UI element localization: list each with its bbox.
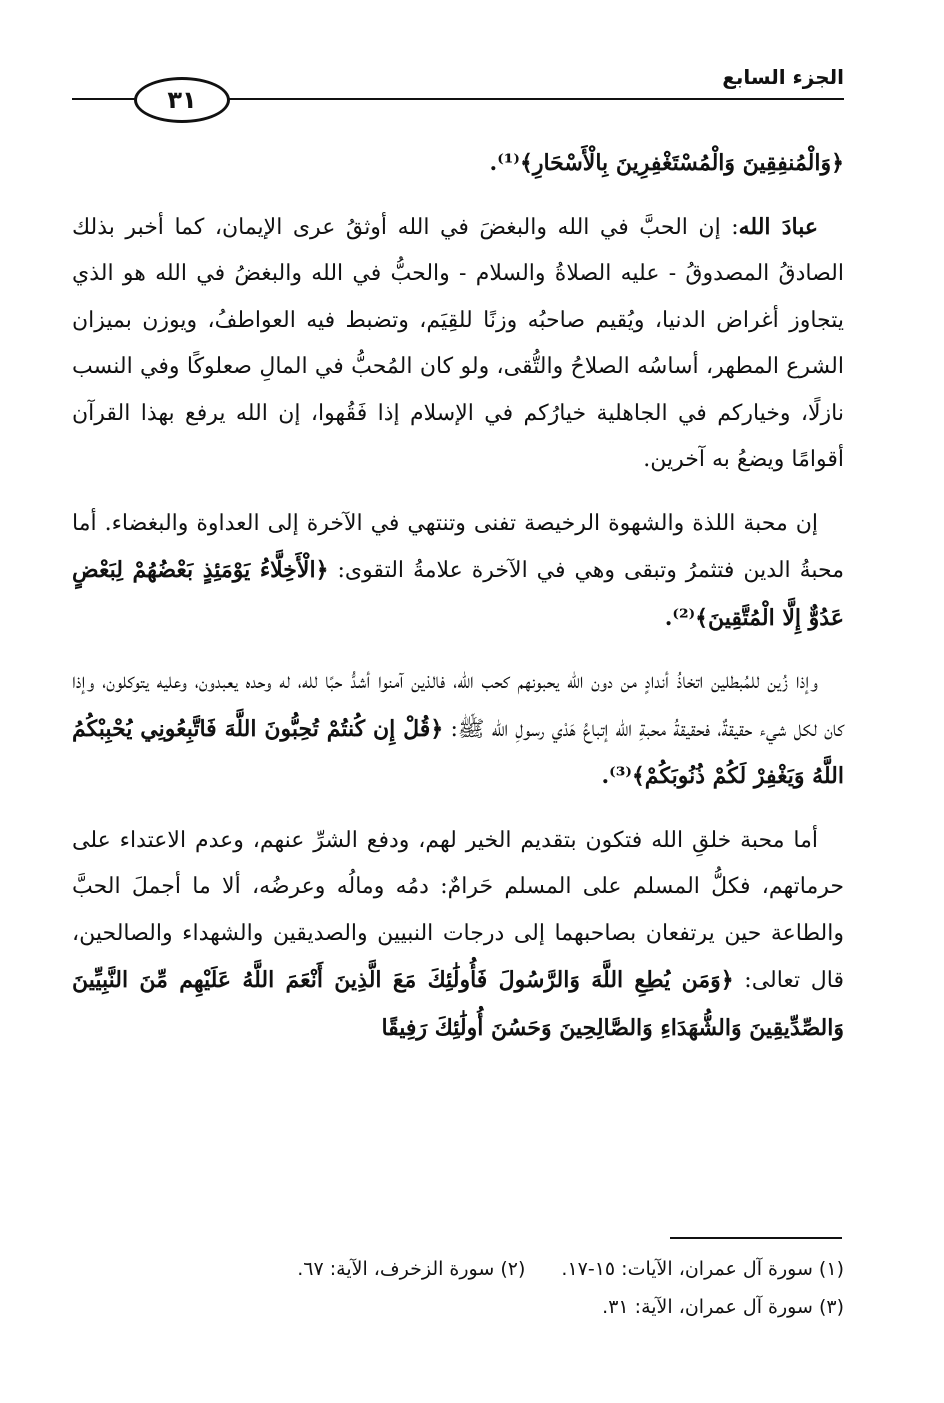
- paragraph-4: [72, 818, 844, 1053]
- paragraph-lead: عبادَ الله: [738, 213, 818, 240]
- paragraph-text: : إن الحبَّ في الله والبغضَ في الله أوثقُ عرى الإيمان، كما أخبر بذلك الصادقُ المصدوقُ - عليه الصلاةُ والسلام - والحبُّ في الله والبغضُ في الله هو الذي يتجاوز أغراض الدنيا، ويُقيم صاحبُه وزنًا للقِيَم، وتضبط فيه العواطفُ، ويوزن بميزان الشرع المطهر، أساسُه الصلاحُ والتُّقى، ولو كان المُحبُّ في المالِ صعلوكًا وفي النسب نازلًا، وخياركم في الجاهلية خيارُكم في الإسلام إذا فَقُهوا، إن الله يرفع بهذا القرآن أقوامًا ويضعُ به آخرين.: [72, 214, 844, 472]
- footnote-3: (٣) سورة آل عمران، الآية: ٣١.: [602, 1296, 844, 1318]
- quran-verse: ﴿وَمَن يُطِعِ اللَّهَ وَالرَّسُولَ فَأُولَٰئِكَ مَعَ الَّذِينَ أَنْعَمَ اللَّهُ عَلَيْهِم مِّنَ النَّبِيِّينَ وَالصِّدِّيقِينَ وَالشُّهَدَاءِ وَالصَّالِحِينَ وَحَسُنَ أُولَٰئِكَ رَفِيقًا: [72, 967, 844, 1041]
- paragraph-3: [72, 659, 844, 801]
- paragraph-text: وإذا زُين للمُبطلين اتخاذُ أندادٍ من دون الله يحبونهم كحب الله، فالذين آمنوا أشدُّ حبًا لله، له وحده يعبدون، وعليه يتوكلون، وإذا كان لكل شيء حقيقةٌ، فحقيقةُ محبةِ الله إتباعُ هَدْي رسولِ الله ﷺ:: [72, 669, 844, 742]
- footnote-separator: [670, 1237, 842, 1239]
- section-title: الجزء السابع: [722, 65, 844, 89]
- paragraph-text: إن محبة اللذة والشهوة الرخيصة تفنى وتنتهي في الآخرة إلى العداوة والبغضاء. أما محبةُ الدين فتثمرُ وتبقى وهي في الآخرة علامةُ التقوى:: [72, 510, 845, 583]
- footnote-1: (١) سورة آل عمران، الآيات: ١٥-١٧.: [561, 1258, 844, 1280]
- quran-verse: ﴿قُلْ إِن كُنتُمْ تُحِبُّونَ اللَّهَ فَاتَّبِعُونِي يُحْبِبْكُمُ اللَّهُ وَيَغْفِرْ لَكُمْ ذُنُوبَكُمْ﴾⁽³⁾.: [72, 715, 844, 789]
- footnote-line-1: [72, 1250, 844, 1288]
- footnotes: [72, 1250, 844, 1326]
- page-header: [72, 55, 844, 135]
- verse-continuation: ﴿وَالْمُنفِقِينَ وَالْمُسْتَغْفِرِينَ بِالْأَسْحَارِ﴾⁽¹⁾.: [489, 150, 844, 176]
- footnote-2: (٢) سورة الزخرف، الآية: ٦٧.: [297, 1258, 526, 1280]
- paragraph-1: [72, 204, 844, 484]
- page-body: [72, 140, 844, 1052]
- page-number-badge: ٣١: [134, 77, 230, 123]
- footnote-line-2: [72, 1288, 844, 1326]
- paragraph-text: أما محبة خلقِ الله فتكون بتقديم الخير لهم، ودفع الشرِّ عنهم، وعدم الاعتداء على حرماتهم، فكلُّ المسلم على المسلم حَرامٌ: دمُه ومالُه وعرضُه، ألا ما أجملَ الحبَّ والطاعة حين يرتفعان بصاحبهما إلى درجات النبيين والصديقين والشهداء والصالحين، قال تعالى:: [72, 827, 844, 993]
- quran-verse: ﴿الْأَخِلَّاءُ يَوْمَئِذٍ بَعْضُهُمْ لِبَعْضٍ عَدُوٌّ إِلَّا الْمُتَّقِينَ﴾⁽²⁾.: [72, 557, 844, 631]
- paragraph-2: [72, 501, 844, 643]
